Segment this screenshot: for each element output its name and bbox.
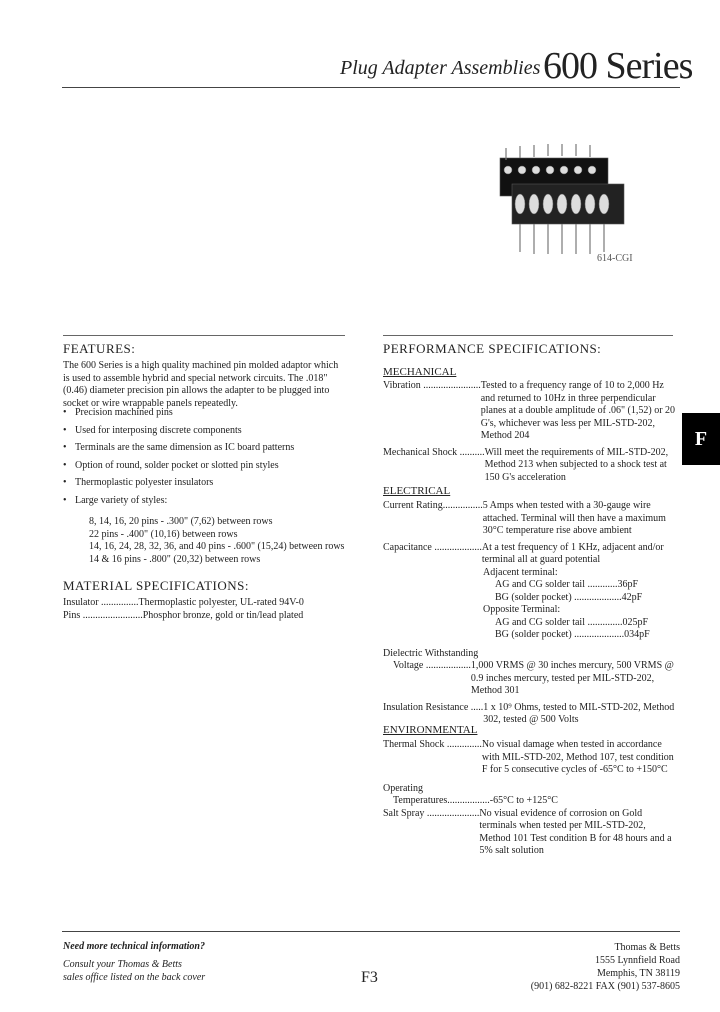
cap-label: AG and CG solder tail ............. (495, 616, 620, 628)
performance-title: PERFORMANCE SPECIFICATIONS: (383, 341, 602, 356)
mechanical-specs (383, 380, 676, 484)
style-item: 22 pins - .400" (10,16) between rows (89, 528, 238, 540)
electrical-heading: ELECTRICAL (383, 485, 451, 497)
spec-text: Will meet the requirements of MIL-STD-202, Method 213 when subjected to a shock test at 150 G's acceleration (484, 446, 669, 483)
spec-text: No visual damage when tested in accordance with MIL-STD-202, Method 107, test condition F for 5 consecutive cycles of -65°C to +150°C (481, 739, 674, 775)
cap-label: BG (solder pocket) ................... (495, 629, 622, 640)
spec-dielectric-label: Dielectric Withstanding (383, 647, 479, 659)
material-row (63, 610, 353, 623)
footer-city: Memphis, TN 38119 (596, 968, 680, 979)
spec-label: Current Rating................ (383, 500, 483, 511)
spec-capacitance (383, 542, 676, 567)
spec-text: 1,000 VRMS @ 30 inches mercury, 500 VRMS @ 0.9 inches mercury, tested per MIL-STD-202, Method 301 (470, 660, 674, 696)
cap-row (383, 617, 676, 630)
footer-address (531, 941, 680, 993)
material-table (63, 597, 353, 622)
cap-label: AG and CG solder tail ........... (495, 579, 615, 590)
spec-label: Mechanical Shock .......... (383, 446, 485, 458)
style-item: 14, 16, 24, 28, 32, 36, and 40 pins - .600" (15,24) between rows (89, 541, 345, 552)
spec-label: Salt Spray ..................... (383, 807, 480, 819)
features-intro: The 600 Series is a high quality machined pin molded adaptor which is used to assemble hybrid and special network circuits. The .018" (0.46) diameter precision pin allows the adapter to be plugged into socket or wire wrappable panels repeatedly. (63, 360, 339, 409)
opposite-heading: Opposite Terminal: (483, 604, 561, 615)
spec-insulation (383, 702, 676, 727)
header-subtitle: Plug Adapter Assemblies (340, 57, 541, 79)
style-item: 14 & 16 pins - .800" (20,32) between rows (89, 553, 261, 565)
spec-text: -65°C to +125°C (489, 795, 558, 806)
features-list (63, 407, 345, 507)
features-rule (63, 335, 345, 336)
adjacent-heading: Adjacent terminal: (483, 566, 558, 578)
footer-company: Thomas & Betts (614, 942, 680, 953)
environmental-specs (383, 739, 676, 858)
material-title: MATERIAL SPECIFICATIONS: (63, 578, 249, 593)
spec-vibration (383, 380, 676, 443)
spec-current (383, 500, 676, 538)
styles-list (89, 516, 349, 566)
spec-text: Tested to a frequency range of 10 to 2,000 Hz and returned to 10Hz in three perpendicular planes at a double amplitude of .06" (1,52) or 20 G's, whichever was less per MIL-STD-202, Method 204 (480, 380, 676, 441)
footer-street: 1555 Lynnfield Road (595, 955, 680, 966)
spec-thermal (383, 739, 676, 777)
header-rule (62, 87, 680, 88)
product-photo (478, 140, 638, 260)
feature-item: • Large variety of styles: (63, 495, 345, 508)
footer-consult-line: sales office listed on the back cover (63, 972, 206, 983)
cap-value: .42pF (619, 591, 643, 603)
performance-rule (383, 335, 673, 336)
mechanical-heading: MECHANICAL (383, 366, 457, 378)
material-label: Pins ........................ (63, 609, 143, 621)
footer-rule (62, 931, 680, 932)
material-value: Phosphor bronze, gold or tin/lead plated (142, 609, 304, 621)
cap-row (383, 629, 676, 642)
feature-item: • Thermoplastic polyester insulators (63, 477, 345, 490)
feature-item: • Precision machined pins (63, 407, 345, 420)
cap-value: .025pF (620, 616, 649, 628)
cap-value: .034pF (621, 629, 650, 640)
cap-label: BG (solder pocket) .................. (495, 591, 620, 603)
spec-operating (383, 795, 676, 808)
spec-text: No visual evidence of corrosion on Gold terminals when tested per MIL-STD-202, Method 101 Test condition B for 48 hours and a 5% salt solution (479, 807, 672, 856)
material-value: Thermoplastic polyester, UL-rated 94V-0 (138, 597, 304, 608)
footer-question: Need more technical information? (63, 941, 205, 952)
spec-label: Vibration ....................... (383, 380, 481, 391)
section-tab: F (682, 413, 720, 465)
spec-salt (383, 808, 676, 858)
material-label: Insulator ............... (63, 597, 139, 608)
footer-consult-line: Consult your Thomas & Betts (63, 959, 182, 970)
spec-operating-label: Operating (383, 782, 423, 794)
cap-row (383, 592, 676, 605)
cap-value: .36pF (615, 579, 639, 590)
cap-row (383, 579, 676, 592)
spec-text: 1 x 10⁹ Ohms, tested to MIL-STD-202, Method 302, tested @ 500 Volts (483, 701, 675, 725)
spec-text: 5 Amps when tested with a 30-gauge wire attached. Terminal will then have a maximum 30°C temperature rise above ambient (482, 500, 666, 536)
photo-caption: 614-CGI (597, 253, 633, 264)
spec-label: Voltage .................. (393, 660, 471, 671)
footer-consult (63, 958, 205, 984)
feature-item: • Used for interposing discrete components (63, 425, 345, 438)
material-row (63, 597, 353, 610)
spec-label: Capacitance ................... (383, 541, 482, 553)
feature-item: • Terminals are the same dimension as IC board patterns (63, 442, 345, 455)
spec-label: Thermal Shock .............. (383, 739, 482, 750)
spec-label: Temperatures................. (393, 795, 490, 806)
electrical-specs (383, 500, 676, 727)
spec-text: At a test frequency of 1 KHz, adjacent and/or terminal all at guard potential (481, 541, 664, 565)
spec-dielectric (383, 660, 676, 698)
page-number: F3 (361, 969, 378, 986)
spec-label: Insulation Resistance ..... (383, 701, 484, 713)
spec-mech-shock (383, 447, 676, 485)
environmental-heading: ENVIRONMENTAL (383, 724, 478, 736)
style-item: 8, 14, 16, 20 pins - .300" (7,62) between rows (89, 516, 273, 527)
features-title: FEATURES: (63, 341, 136, 356)
header-title: 600 Series (543, 45, 693, 87)
feature-item: • Option of round, solder pocket or slotted pin styles (63, 460, 345, 473)
footer-phone: (901) 682-8221 FAX (901) 537-8605 (530, 981, 680, 992)
